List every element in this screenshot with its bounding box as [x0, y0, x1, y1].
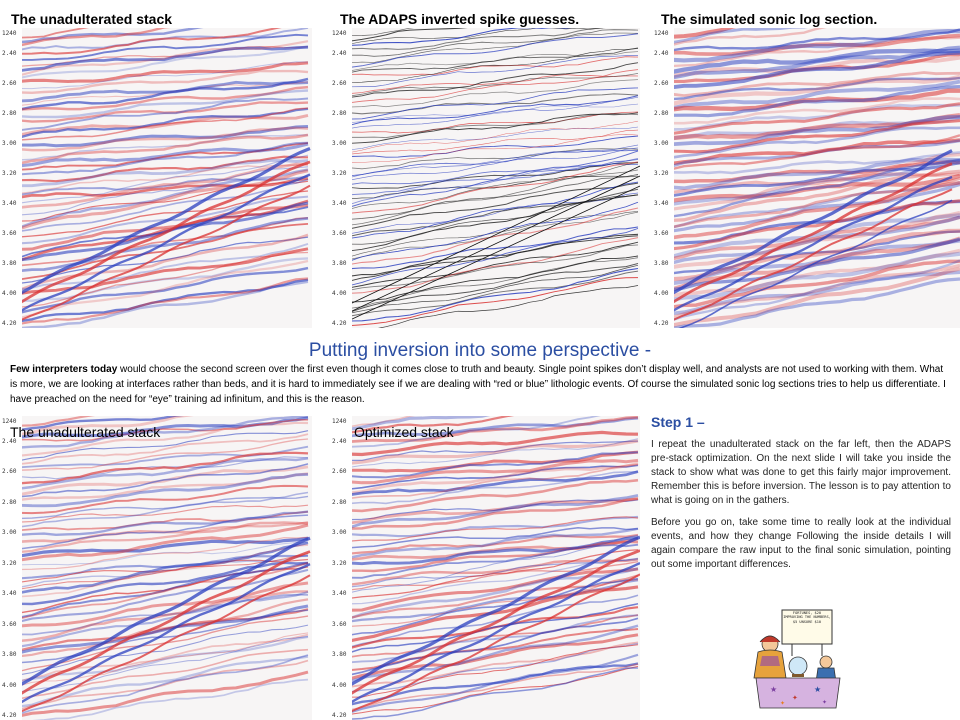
time-axis-tick: 2.40 — [332, 50, 347, 57]
time-axis-tick: 2.60 — [654, 80, 669, 87]
time-axis-tick: 4.00 — [654, 290, 669, 297]
seismic-texture — [330, 416, 640, 720]
time-axis-tick: 2.80 — [654, 110, 669, 117]
intro-lead: Few interpreters today — [10, 364, 118, 375]
seismic-reflector — [350, 114, 638, 138]
time-axis-top-label: 1240 — [654, 30, 669, 37]
time-axis-tick: 3.20 — [2, 170, 17, 177]
intro-paragraph — [10, 362, 952, 407]
seismic-reflector — [350, 159, 638, 184]
caption-optimized-stack: Optimized stack — [354, 424, 454, 440]
seismic-reflector — [350, 164, 638, 195]
intro-body: would choose the second screen over the first even though it comes close to truth and beauty. Single point spikes don’t display well, and analysts are not used to working with them. What is more, we are looking at interfaces rather than beds, and it is hard to immediately see if we are dealing with “red or blue” lithologic events. Of course the simulated sonic log sections tries to help us differentiate. I have preached on the need for “eye” training ad infinitum, and this is the reason. — [10, 364, 946, 405]
seismic-texture — [652, 28, 960, 328]
seismic-panel-unadulterated-top — [0, 28, 312, 328]
seismic-texture — [330, 28, 640, 328]
svg-text:★: ★ — [814, 685, 822, 694]
time-axis-tick: 3.40 — [2, 200, 17, 207]
seismic-texture — [0, 416, 312, 720]
time-axis-tick: 3.80 — [654, 260, 669, 267]
seismic-panel-sonic-log — [652, 28, 960, 328]
time-axis — [330, 416, 352, 720]
seismic-reflector — [350, 34, 638, 68]
seismic-panel-unadulterated-bottom — [0, 416, 312, 720]
time-axis-tick: 2.60 — [2, 80, 17, 87]
time-axis-top-label: 1240 — [2, 418, 17, 425]
time-axis-tick: 3.20 — [332, 170, 347, 177]
seismic-reflector — [350, 195, 638, 251]
time-axis-tick: 4.00 — [332, 681, 347, 689]
seismic-reflector — [350, 136, 638, 157]
time-axis-tick: 3.60 — [2, 230, 17, 237]
svg-text:✦: ✦ — [780, 701, 786, 707]
caption-unadulterated-stack-top: The unadulterated stack — [11, 11, 173, 27]
time-axis-tick: 2.60 — [2, 468, 17, 476]
time-axis-tick: 2.40 — [2, 438, 17, 445]
time-axis-tick: 3.40 — [332, 590, 347, 598]
time-axis-tick: 3.00 — [654, 140, 669, 147]
caption-adaps-spikes: The ADAPS inverted spike guesses. — [340, 11, 580, 27]
time-axis-tick: 3.80 — [332, 651, 347, 659]
step-heading: Step 1 – — [651, 414, 705, 430]
time-axis-tick: 4.00 — [2, 681, 17, 689]
time-axis-tick: 2.80 — [2, 110, 17, 117]
dipping-event — [350, 176, 640, 312]
time-axis-tick: 3.60 — [654, 230, 669, 237]
time-axis-tick: 3.40 — [654, 200, 669, 207]
time-axis-tick: 3.80 — [2, 260, 17, 267]
time-axis-tick: 2.80 — [2, 498, 17, 506]
time-axis-tick: 3.20 — [332, 559, 347, 567]
time-axis-tick: 4.00 — [2, 290, 17, 297]
time-axis-tick: 3.40 — [2, 590, 17, 598]
time-axis-tick: 4.20 — [2, 712, 17, 719]
svg-text:✦: ✦ — [792, 695, 798, 702]
time-axis-tick: 3.80 — [332, 260, 347, 267]
time-axis-tick: 3.60 — [2, 620, 17, 628]
seismic-reflector — [350, 256, 638, 302]
time-axis-tick: 3.40 — [332, 200, 347, 207]
seismic-reflector — [350, 265, 638, 313]
seismic-reflector — [350, 189, 638, 236]
seismic-texture — [0, 28, 312, 328]
time-axis-tick: 2.60 — [332, 468, 347, 476]
seismic-reflector — [350, 163, 638, 189]
seismic-reflector — [350, 278, 638, 326]
time-axis-tick: 4.00 — [332, 290, 347, 297]
time-axis — [330, 28, 352, 328]
fortune-teller-cartoon — [752, 606, 842, 710]
seismic-reflector — [20, 280, 308, 321]
seismic-panel-adaps-spikes — [330, 28, 640, 328]
time-axis-tick: 3.20 — [654, 170, 669, 177]
svg-text:✦: ✦ — [822, 700, 828, 706]
seismic-reflector — [350, 162, 638, 209]
time-axis-tick: 2.40 — [654, 50, 669, 57]
time-axis-tick: 4.20 — [332, 712, 347, 719]
time-axis-tick: 3.00 — [332, 529, 347, 537]
time-axis-tick: 2.40 — [332, 438, 347, 445]
time-axis — [652, 28, 674, 328]
time-axis-tick: 4.20 — [332, 320, 347, 327]
time-axis — [0, 416, 22, 720]
seismic-reflector — [350, 176, 638, 219]
seismic-reflector — [350, 96, 638, 126]
cartoon-sign-text: FORTUNES, $20 IMPROVING THE NUMBERS, $5 UNSURE $10 — [783, 611, 831, 624]
seismic-reflector — [350, 183, 638, 229]
step-paragraph-1: I repeat the unadulterated stack on the far left, then the ADAPS pre-stack optimization. On the next slide I will take you inside the stack to show what was done to get this fairly major improvement. Remember this is before inversion. The lesson is to pay attention to what is going on in the gathers. — [651, 439, 951, 506]
caption-sonic-log: The simulated sonic log section. — [661, 11, 878, 27]
time-axis-tick: 4.20 — [2, 320, 17, 327]
time-axis-tick: 3.00 — [2, 529, 17, 537]
fortune-teller-illustration — [752, 606, 842, 710]
time-axis-tick: 2.80 — [332, 498, 347, 506]
time-axis-tick: 2.60 — [332, 80, 347, 87]
svg-text:★: ★ — [770, 685, 778, 694]
seismic-reflector — [350, 150, 638, 176]
time-axis — [0, 28, 22, 328]
step-description — [651, 438, 951, 580]
time-axis-tick: 3.00 — [332, 140, 347, 147]
slide-title: Putting inversion into some perspective - — [308, 340, 652, 361]
seismic-reflector — [350, 104, 638, 123]
time-axis-tick: 4.20 — [654, 320, 669, 327]
time-axis-top-label: 1240 — [332, 418, 347, 425]
time-axis-tick: 2.40 — [2, 50, 17, 57]
time-axis-tick: 3.00 — [2, 140, 17, 147]
seismic-reflector — [20, 458, 308, 488]
seismic-panel-optimized — [330, 416, 640, 720]
caption-unadulterated-stack-bottom: The unadulterated stack — [10, 424, 161, 440]
time-axis-tick: 2.80 — [332, 110, 347, 117]
seismic-reflector — [20, 279, 308, 324]
seismic-reflector — [350, 271, 638, 316]
time-axis-tick: 3.60 — [332, 620, 347, 628]
time-axis-top-label: 1240 — [332, 30, 347, 37]
time-axis-tick: 3.60 — [332, 230, 347, 237]
time-axis-top-label: 1240 — [2, 30, 17, 37]
time-axis-tick: 3.80 — [2, 651, 17, 659]
seismic-reflector — [350, 145, 638, 177]
time-axis-tick: 3.20 — [2, 559, 17, 567]
step-paragraph-2: Before you go on, take some time to really look at the individual events, and how they change Following the inside details I will again compare the raw input to the final sonic simulation, pointing out some important differences. — [651, 517, 951, 570]
